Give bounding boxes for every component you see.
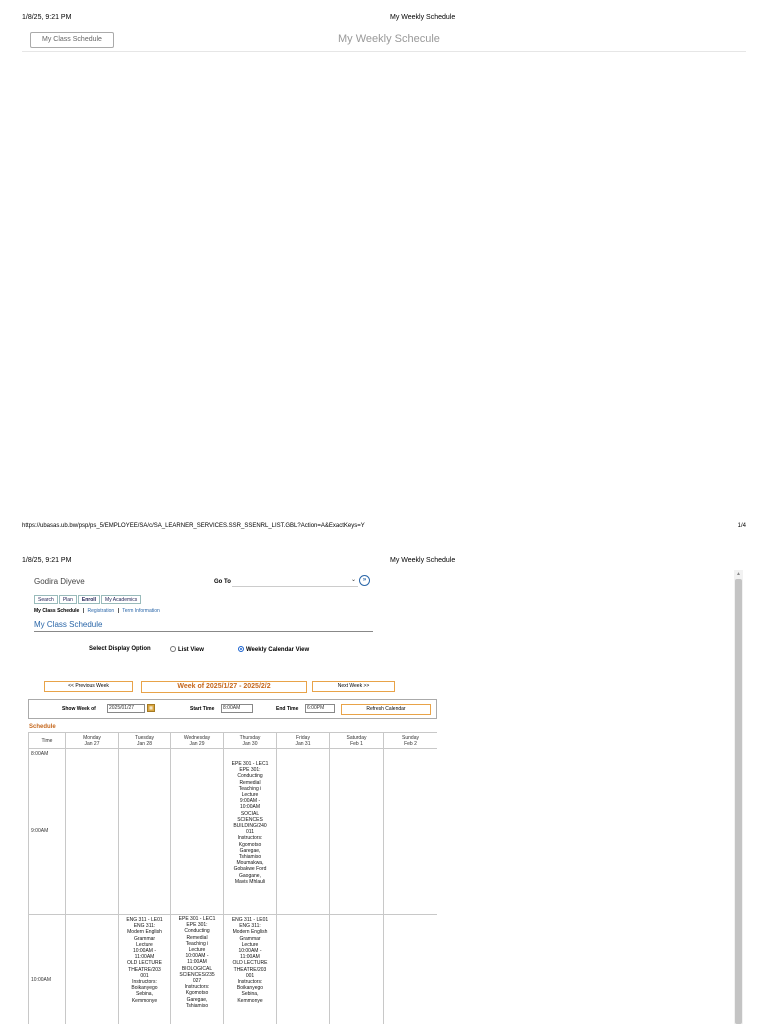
tab-my-academics[interactable]: My Academics: [101, 595, 141, 604]
class-block-line: ENG 311:: [133, 923, 156, 930]
class-block-line: ENG 311 - LE01: [231, 917, 269, 923]
enroll-links: [34, 608, 160, 614]
print-header: [22, 14, 746, 24]
tab-enroll[interactable]: Enroll: [78, 595, 100, 604]
class-block-line: Grammar: [239, 935, 261, 942]
radio-icon[interactable]: [170, 646, 176, 652]
class-block-line: Garegae,: [239, 847, 261, 854]
class-block-line: Mavis Mhlauli: [234, 878, 266, 885]
class-block-eng311-thu[interactable]: [224, 915, 277, 1024]
link-registration[interactable]: Registration: [87, 608, 115, 614]
class-block-line: 9:00AM -: [239, 798, 261, 805]
link-term-information[interactable]: Term Information: [122, 608, 160, 614]
week-of-label: Week of 2025/1/27 - 2025/2/2: [141, 681, 307, 693]
table-row: [29, 915, 438, 1024]
column-header-thursday: Thursday Jan 30: [224, 733, 277, 749]
class-block-line: THEATRE/203: [233, 966, 267, 973]
list-view-label: List View: [178, 647, 204, 653]
column-header-tuesday: Tuesday Jan 28: [119, 733, 171, 749]
class-block-line: Remedial: [239, 779, 261, 786]
class-block-line: Sebina,: [136, 991, 153, 998]
class-block-line: Instructors:: [237, 979, 263, 986]
class-block-line: Kgomotso: [185, 990, 209, 997]
schedule-cell: [330, 749, 384, 915]
class-block-line: 11:00AM: [187, 959, 207, 966]
column-header-monday: Monday Jan 27: [66, 733, 119, 749]
class-block-line: SCIENCES/235: [179, 971, 215, 978]
class-block-line: THEATRE/203: [128, 966, 161, 973]
class-block-line: EPE 301:: [239, 767, 261, 774]
class-block-line: 11:00AM: [134, 954, 155, 961]
class-block-line: 001: [140, 972, 149, 979]
previous-week-button[interactable]: << Previous Week: [44, 681, 133, 692]
class-block-line: 027: [192, 978, 202, 985]
print-page-number: 1/4: [737, 523, 746, 529]
section-heading: My Class Schedule: [34, 620, 103, 629]
class-block-line: Teaching i: [238, 785, 262, 792]
class-block-line: 001: [245, 972, 255, 979]
class-block-line: Instructors:: [132, 979, 157, 986]
class-block-line: Kemmonye: [237, 997, 263, 1004]
schedule-cell: [171, 749, 224, 915]
class-block-line: Sebina,: [241, 991, 259, 998]
class-block-line: Tshiamiso: [185, 1002, 209, 1009]
class-block-line: Gobakwe Ford: [233, 866, 267, 873]
separator: |: [82, 608, 85, 614]
class-block-line: EPE 301:: [186, 922, 208, 929]
start-time-input[interactable]: 8:00AM: [221, 704, 253, 713]
class-block-line: Boikanyego: [236, 985, 264, 992]
class-block-line: 10:00AM -: [132, 948, 157, 955]
schedule-cell: [66, 749, 119, 915]
tab-plan[interactable]: Plan: [59, 595, 77, 604]
class-block-line: Lecture: [241, 792, 259, 799]
class-block-line: ENG 311:: [239, 923, 261, 930]
schedule-cell: [66, 915, 119, 1024]
class-block-line: Lecture: [241, 941, 259, 948]
class-block-line: ENG 311 - LE01: [126, 917, 163, 923]
divider: [34, 631, 373, 632]
schedule-cell: [330, 915, 384, 1024]
class-block-line: Lecture: [188, 947, 206, 954]
weekly-calendar-view-label: Weekly Calendar View: [246, 647, 310, 653]
class-block-line: Boikanyego: [131, 985, 158, 992]
class-block-line: Instructors:: [184, 984, 210, 991]
column-header-saturday: Saturday Feb 1: [330, 733, 384, 749]
print-title: My Weekly Schedule: [390, 14, 456, 21]
class-block-line: BIOLOGICAL: [181, 965, 213, 972]
class-block-line: EPE 301 - LEC1: [231, 761, 269, 767]
next-week-button[interactable]: Next Week >>: [312, 681, 395, 692]
class-block-line: 011: [246, 829, 254, 836]
time-label: 10:00AM: [29, 915, 66, 1024]
print-date: 1/8/25, 9:21 PM: [22, 557, 72, 564]
schedule-cell: [384, 915, 438, 1024]
class-block-epe301-wed[interactable]: [171, 915, 224, 1024]
list-view-option[interactable]: [170, 646, 204, 653]
class-block-line: Modern English: [127, 929, 162, 936]
class-block-line: Conducting: [184, 928, 210, 935]
column-header-time: Time: [29, 733, 66, 749]
column-header-sunday: Sunday Feb 2: [384, 733, 438, 749]
tab-search[interactable]: Search: [34, 595, 58, 604]
class-block-line: Tshiamiso: [238, 854, 262, 861]
schedule-cell: [384, 749, 438, 915]
goto-button[interactable]: »: [359, 575, 370, 586]
schedule-cell: [277, 915, 330, 1024]
schedule-header-row: [29, 733, 438, 749]
chevron-down-icon: ⌄: [350, 577, 356, 583]
class-block-line: 11:00AM: [240, 954, 260, 961]
class-block-line: Gaogane,: [239, 872, 261, 879]
class-block-line: EPE 301 - LEC1: [178, 916, 216, 922]
class-block-line: Conducting: [237, 773, 263, 780]
refresh-calendar-button[interactable]: Refresh Calendar: [341, 704, 431, 715]
print-url: https://ubasas.ub.bw/psp/ps_5/EMPLOYEE/SA/c/SA_LEARNER_SERVICES.SSR_SSENRL_LIST.GBL?Action=A&ExactKeys=Y: [22, 523, 365, 529]
print-date: 1/8/25, 9:21 PM: [22, 14, 72, 21]
class-block-line: BUILDING/240: [233, 823, 267, 830]
class-block-line: OLD LECTURE: [126, 960, 162, 967]
goto-label: Go To: [214, 579, 231, 585]
end-time-label: End Time: [276, 706, 299, 712]
class-block-line: 10:00AM: [239, 804, 260, 811]
weekly-calendar-view-option[interactable]: [238, 646, 309, 653]
class-block-line: OLD LECTURE: [232, 960, 268, 967]
column-header-friday: Friday Jan 31: [277, 733, 330, 749]
class-block-line: Teaching i: [185, 940, 209, 947]
schedule-title: Schedule: [29, 724, 56, 730]
show-week-input[interactable]: 2025/01/27: [107, 704, 145, 713]
class-block-line: Garegae,: [186, 996, 208, 1003]
goto-select[interactable]: [232, 576, 358, 587]
divider: [22, 51, 746, 52]
separator: |: [117, 608, 119, 614]
class-block-line: Modern English: [232, 929, 268, 936]
print-header: [22, 557, 746, 567]
user-name: Godira Diyeve: [34, 577, 85, 586]
class-block-line: Kgomotso: [238, 841, 262, 848]
end-time-input[interactable]: 6:00PM: [305, 704, 335, 713]
schedule-table: [28, 732, 437, 1024]
link-my-class-schedule[interactable]: My Class Schedule: [34, 608, 80, 614]
table-row: [29, 749, 438, 915]
class-block-eng311-tue[interactable]: [119, 915, 171, 1024]
class-block-line: Grammar: [133, 935, 156, 942]
scroll-thumb[interactable]: [735, 579, 742, 1024]
page-title: My Weekly Schecule: [338, 33, 440, 45]
class-block-line: Moumakwa,: [236, 860, 264, 867]
class-block-line: SCIENCES: [237, 816, 263, 823]
class-block-epe301-thu[interactable]: [224, 749, 277, 915]
vertical-scrollbar[interactable]: [734, 570, 743, 1024]
scroll-up-icon[interactable]: ▲: [736, 571, 741, 577]
class-block-line: SOCIAL: [240, 810, 260, 817]
class-block-line: 10:00AM -: [185, 953, 209, 960]
schedule-cell: [119, 749, 171, 915]
schedule-panel: [28, 723, 437, 1024]
calendar-controls: [28, 699, 437, 719]
class-block-line: 10:00AM -: [238, 948, 262, 955]
student-nav-tabs: [34, 595, 142, 604]
my-class-schedule-tab[interactable]: My Class Schedule: [30, 32, 114, 48]
class-block-line: Instructors:: [237, 835, 263, 842]
schedule-cell: [277, 749, 330, 915]
display-option-label: Select Display Option: [89, 646, 151, 652]
start-time-label: Start Time: [190, 706, 215, 712]
calendar-icon[interactable]: ▦: [147, 704, 155, 712]
class-block-line: Lecture: [136, 941, 153, 948]
print-title: My Weekly Schedule: [390, 557, 456, 564]
radio-selected-icon[interactable]: [238, 646, 244, 652]
class-block-line: Kemmonye: [131, 997, 158, 1004]
show-week-label: Show Week of: [62, 706, 96, 712]
class-block-line: Remedial: [186, 934, 208, 941]
column-header-wednesday: Wednesday Jan 29: [171, 733, 224, 749]
time-label: 8:00AM 9:00AM: [29, 749, 66, 915]
